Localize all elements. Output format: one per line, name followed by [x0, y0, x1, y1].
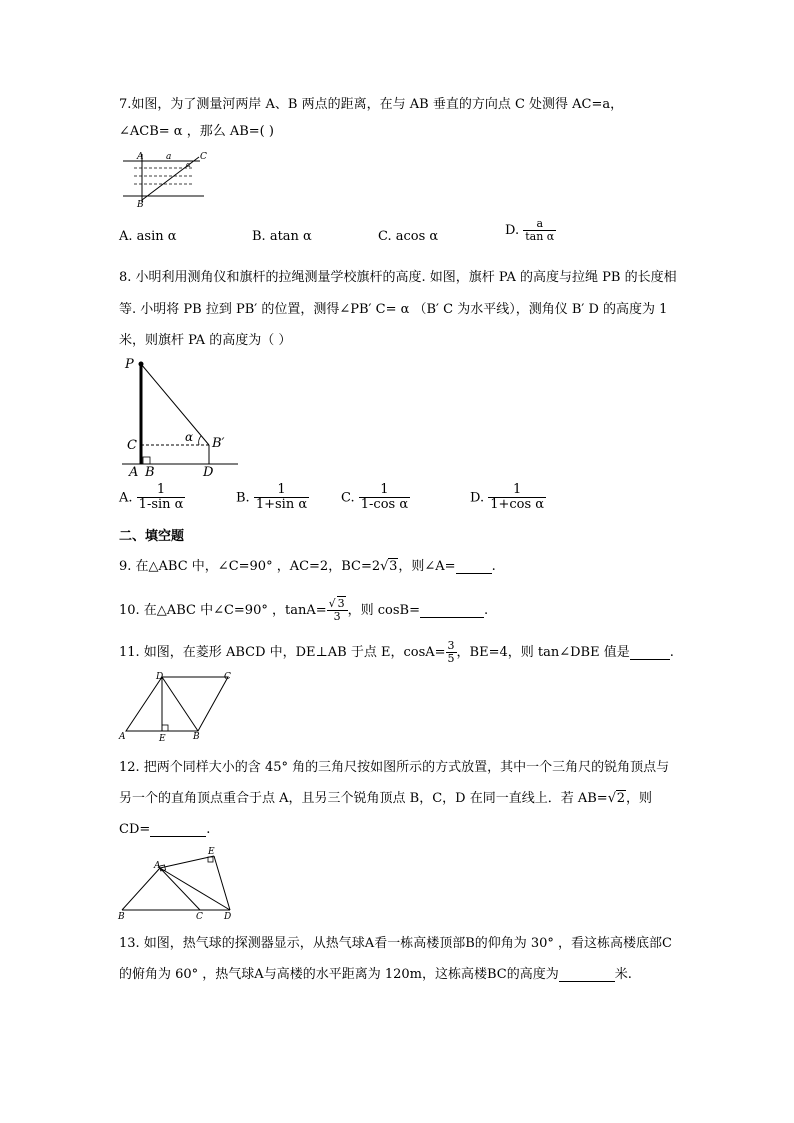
q8-option-c-den: 1-cos α [360, 497, 409, 513]
q8-option-c-prefix: C. [341, 490, 355, 506]
q11-post: ，BE=4，则 tan∠DBE 值是 [456, 645, 630, 661]
q7-label-alpha: α [186, 161, 191, 169]
q10-sqrt: √ 3 [328, 597, 345, 610]
q13-line2-text: 的俯角为 60° ，热气球A与高楼的水平距离为 120m，这栋高楼BC的高度为 [119, 967, 559, 982]
q11-fraction [446, 640, 457, 665]
q10-den: 3 [333, 610, 341, 624]
q10-fraction [327, 598, 348, 623]
q9-text [119, 560, 496, 574]
q7-label-B: B [137, 200, 144, 210]
q11-text [119, 640, 674, 665]
q7-option-d-num: a [523, 218, 556, 231]
q8-option-c [341, 483, 410, 513]
q8-option-c-fraction [359, 483, 410, 513]
q8-option-c-num: 1 [359, 483, 410, 498]
q8-option-b [236, 483, 309, 513]
q12-line3-text: CD= [119, 822, 151, 837]
q8-text-line3: 米，则旗杆 PA 的高度为（ ） [119, 333, 292, 348]
q12-label-A: A [154, 861, 161, 871]
q8-option-a-num: 1 [137, 483, 186, 498]
q10-pre: 10. 在△ABC 中∠C=90° ，tanA= [119, 603, 327, 619]
q13-end: 米. [614, 967, 632, 982]
q8-figure [115, 354, 245, 479]
q9-sqrt: √ 3 [380, 559, 398, 574]
q12-line2-pre: 另一个的直角顶点重合于点 A，且另三个锐角顶点 B，C，D 在同一直线上．若 AB= [119, 791, 608, 806]
q12-rad: 2 [616, 791, 625, 806]
q7-option-a: A. asin α [119, 229, 177, 244]
q12-text-line3 [119, 823, 210, 837]
q12-label-E: E [208, 847, 215, 857]
q10-answer-blank[interactable] [420, 604, 484, 618]
q12-label-B: B [118, 912, 125, 922]
q7-text-line2: ∠ACB= α ，那么 AB=( ) [119, 124, 274, 139]
q7-option-c: C. acos α [378, 229, 439, 244]
q13-answer-blank[interactable] [559, 968, 615, 982]
q7-option-d-prefix: D. [505, 223, 520, 239]
q12-end: . [206, 822, 211, 837]
q11-answer-blank[interactable] [630, 646, 670, 660]
q8-text-line2: 等. 小明将 PB 拉到 PB′ 的位置，测得∠PB′ C= α （B′ C 为水平线），测角仪 B′ D 的高度为 1 [119, 302, 668, 317]
q9-rad: 3 [389, 559, 398, 574]
q11-figure [118, 672, 248, 742]
q10-end: . [483, 603, 489, 619]
q8-label-P: P [125, 357, 134, 372]
q12-label-C: C [196, 912, 203, 922]
q13-text-line2 [119, 968, 632, 982]
q8-option-a [119, 483, 185, 513]
q7-option-d-fraction [523, 218, 556, 243]
q12-answer-blank[interactable] [150, 823, 206, 837]
q9-post: ，则∠A= [398, 559, 456, 574]
q7-option-b: B. atan α [252, 229, 312, 244]
q12-label-D: D [224, 912, 232, 922]
q11-num: 3 [447, 639, 455, 652]
q7-label-C: C [200, 152, 207, 162]
q8-option-a-fraction [137, 483, 186, 513]
q11-label-C: C [224, 672, 231, 682]
q8-option-b-den: 1+sin α [255, 497, 308, 513]
q8-option-b-num: 1 [254, 483, 309, 498]
q7-text-line1: 7.如图，为了测量河两岸 A、B 两点的距离，在与 AB 垂直的方向点 C 处测得 AC=a， [119, 97, 624, 112]
q8-option-d-fraction [488, 483, 546, 513]
q11-pre: 11. 如图，在菱形 ABCD 中，DE⊥AB 于点 E，cosA= [119, 645, 446, 661]
q11-label-E: E [159, 734, 166, 744]
q8-option-d-prefix: D. [470, 490, 485, 506]
q11-den: 5 [447, 652, 455, 666]
q12-text-line2 [119, 792, 652, 805]
q10-num-rad: 3 [337, 597, 345, 610]
q9-pre: 9. 在△ABC 中，∠C=90° ，AC=2，BC=2 [119, 559, 381, 574]
q8-label-B: B [145, 465, 155, 480]
q10-text [119, 598, 488, 623]
q9-end: . [491, 559, 496, 574]
q7-figure [120, 148, 220, 208]
q8-option-d-num: 1 [488, 483, 546, 498]
q8-option-a-den: 1-sin α [138, 497, 184, 513]
q8-label-A: A [129, 465, 139, 480]
q8-option-b-prefix: B. [236, 490, 250, 506]
q8-option-a-prefix: A. [119, 490, 133, 506]
q7-option-d [505, 218, 556, 243]
q9-answer-blank[interactable] [456, 560, 492, 574]
q11-label-D: D [156, 672, 164, 682]
q7-label-a: a [166, 152, 172, 162]
q11-label-A: A [119, 732, 126, 742]
q8-label-D: D [203, 465, 214, 480]
q8-text-line1: 8. 小明利用测角仪和旗杆的拉绳测量学校旗杆的高度. 如图，旗杆 PA 的高度与拉绳 PB 的长度相 [119, 270, 677, 285]
q7-option-d-den: tan α [525, 230, 555, 244]
q11-label-B: B [193, 732, 200, 742]
q11-end: . [669, 645, 674, 661]
q10-post: ，则 cosB= [347, 603, 420, 619]
q8-label-C: C [127, 438, 137, 453]
q12-text-line1: 12. 把两个同样大小的含 45° 角的三角尺按如图所示的方式放置，其中一个三角尺的锐角顶点与 [119, 760, 670, 775]
q13-text-line1: 13. 如图，热气球的探测器显示，从热气球A看一栋高楼顶部B的仰角为 30° ，看这栋高楼底部C [119, 936, 673, 951]
q12-line2-post: ，则 [625, 791, 652, 806]
q7-label-A: A [137, 152, 144, 162]
q8-option-d [470, 483, 546, 513]
q8-option-b-fraction [254, 483, 309, 513]
q12-sqrt: √ 2 [607, 791, 625, 806]
q8-label-Bprime: B′ [212, 436, 225, 451]
q8-option-d-den: 1+cos α [490, 497, 545, 513]
q12-figure [116, 846, 241, 921]
section-title: 二、填空题 [119, 529, 185, 544]
q8-label-alpha: α [185, 430, 194, 444]
